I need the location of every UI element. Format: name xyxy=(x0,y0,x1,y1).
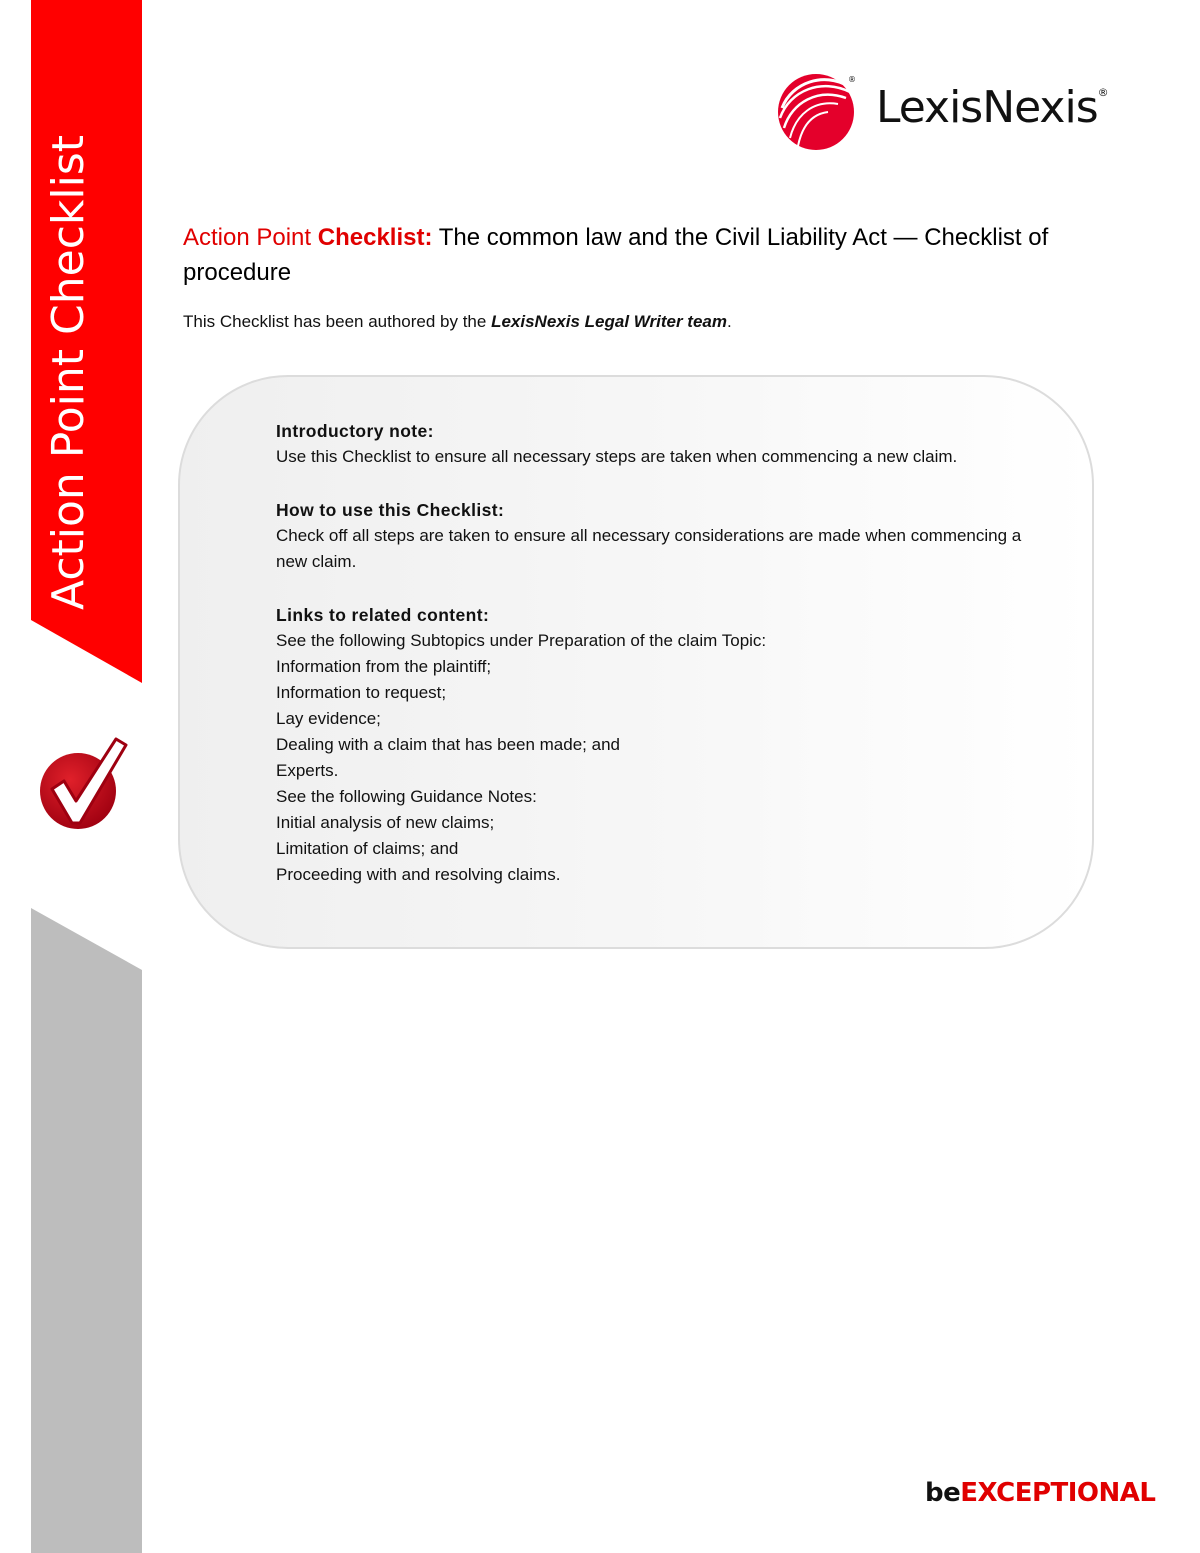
link-proceeding-resolving[interactable]: Proceeding with and resolving claims. xyxy=(276,865,561,884)
link-dealing-with-claim[interactable]: Dealing with a claim that has been made; and xyxy=(276,735,620,754)
link-experts[interactable]: Experts. xyxy=(276,761,339,780)
howto-section xyxy=(276,497,1036,575)
footer-be: be xyxy=(925,1478,961,1508)
author-team: LexisNexis Legal Writer team xyxy=(491,312,727,331)
logo-wordmark xyxy=(876,82,1108,133)
link-limitation-of-claims[interactable]: Limitation of claims; and xyxy=(276,839,459,858)
link-information-to-request[interactable]: Information to request; xyxy=(276,683,447,702)
author-suffix: . xyxy=(726,312,732,331)
links-section xyxy=(276,602,1036,888)
author-line xyxy=(183,312,732,332)
logo-brand-text: LexisNexis xyxy=(876,82,1098,133)
links-line: See the following Guidance Notes: xyxy=(276,787,537,806)
author-text: This Checklist has been authored by the xyxy=(183,312,492,331)
sidebar-title: Action Point Checklist xyxy=(43,135,94,610)
title-prefix: Action Point xyxy=(183,224,318,251)
links-heading: Links to related content: xyxy=(276,605,490,625)
links-line: See the following Subtopics under Preparation of the claim Topic: xyxy=(276,631,767,650)
lexisnexis-swirl-logo-icon xyxy=(772,68,862,152)
sidebar-grey-panel xyxy=(31,908,142,1553)
checkmark-badge-icon xyxy=(38,733,130,833)
svg-text:®: ® xyxy=(848,75,856,84)
note-content xyxy=(276,418,1036,888)
link-initial-analysis[interactable]: Initial analysis of new claims; xyxy=(276,813,495,832)
howto-text: Check off all steps are taken to ensure all necessary considerations are made when commencing a new claim. xyxy=(276,526,1022,571)
logo-registered-mark: ® xyxy=(1097,86,1108,99)
link-lay-evidence[interactable]: Lay evidence; xyxy=(276,709,381,728)
footer-exceptional: EXCEPTIONAL xyxy=(960,1478,1156,1508)
intro-text: Use this Checklist to ensure all necessary steps are taken when commencing a new claim. xyxy=(276,447,958,466)
title-prefix-bold: Checklist: xyxy=(317,224,433,251)
page-title xyxy=(183,220,1063,290)
howto-heading: How to use this Checklist: xyxy=(276,500,505,520)
link-information-from-plaintiff[interactable]: Information from the plaintiff; xyxy=(276,657,492,676)
intro-heading: Introductory note: xyxy=(276,421,434,441)
footer-brand xyxy=(925,1478,1156,1508)
title-main: The common law and the Civil Liability Act — Checklist of procedure xyxy=(183,224,1049,286)
intro-section xyxy=(276,418,1036,470)
